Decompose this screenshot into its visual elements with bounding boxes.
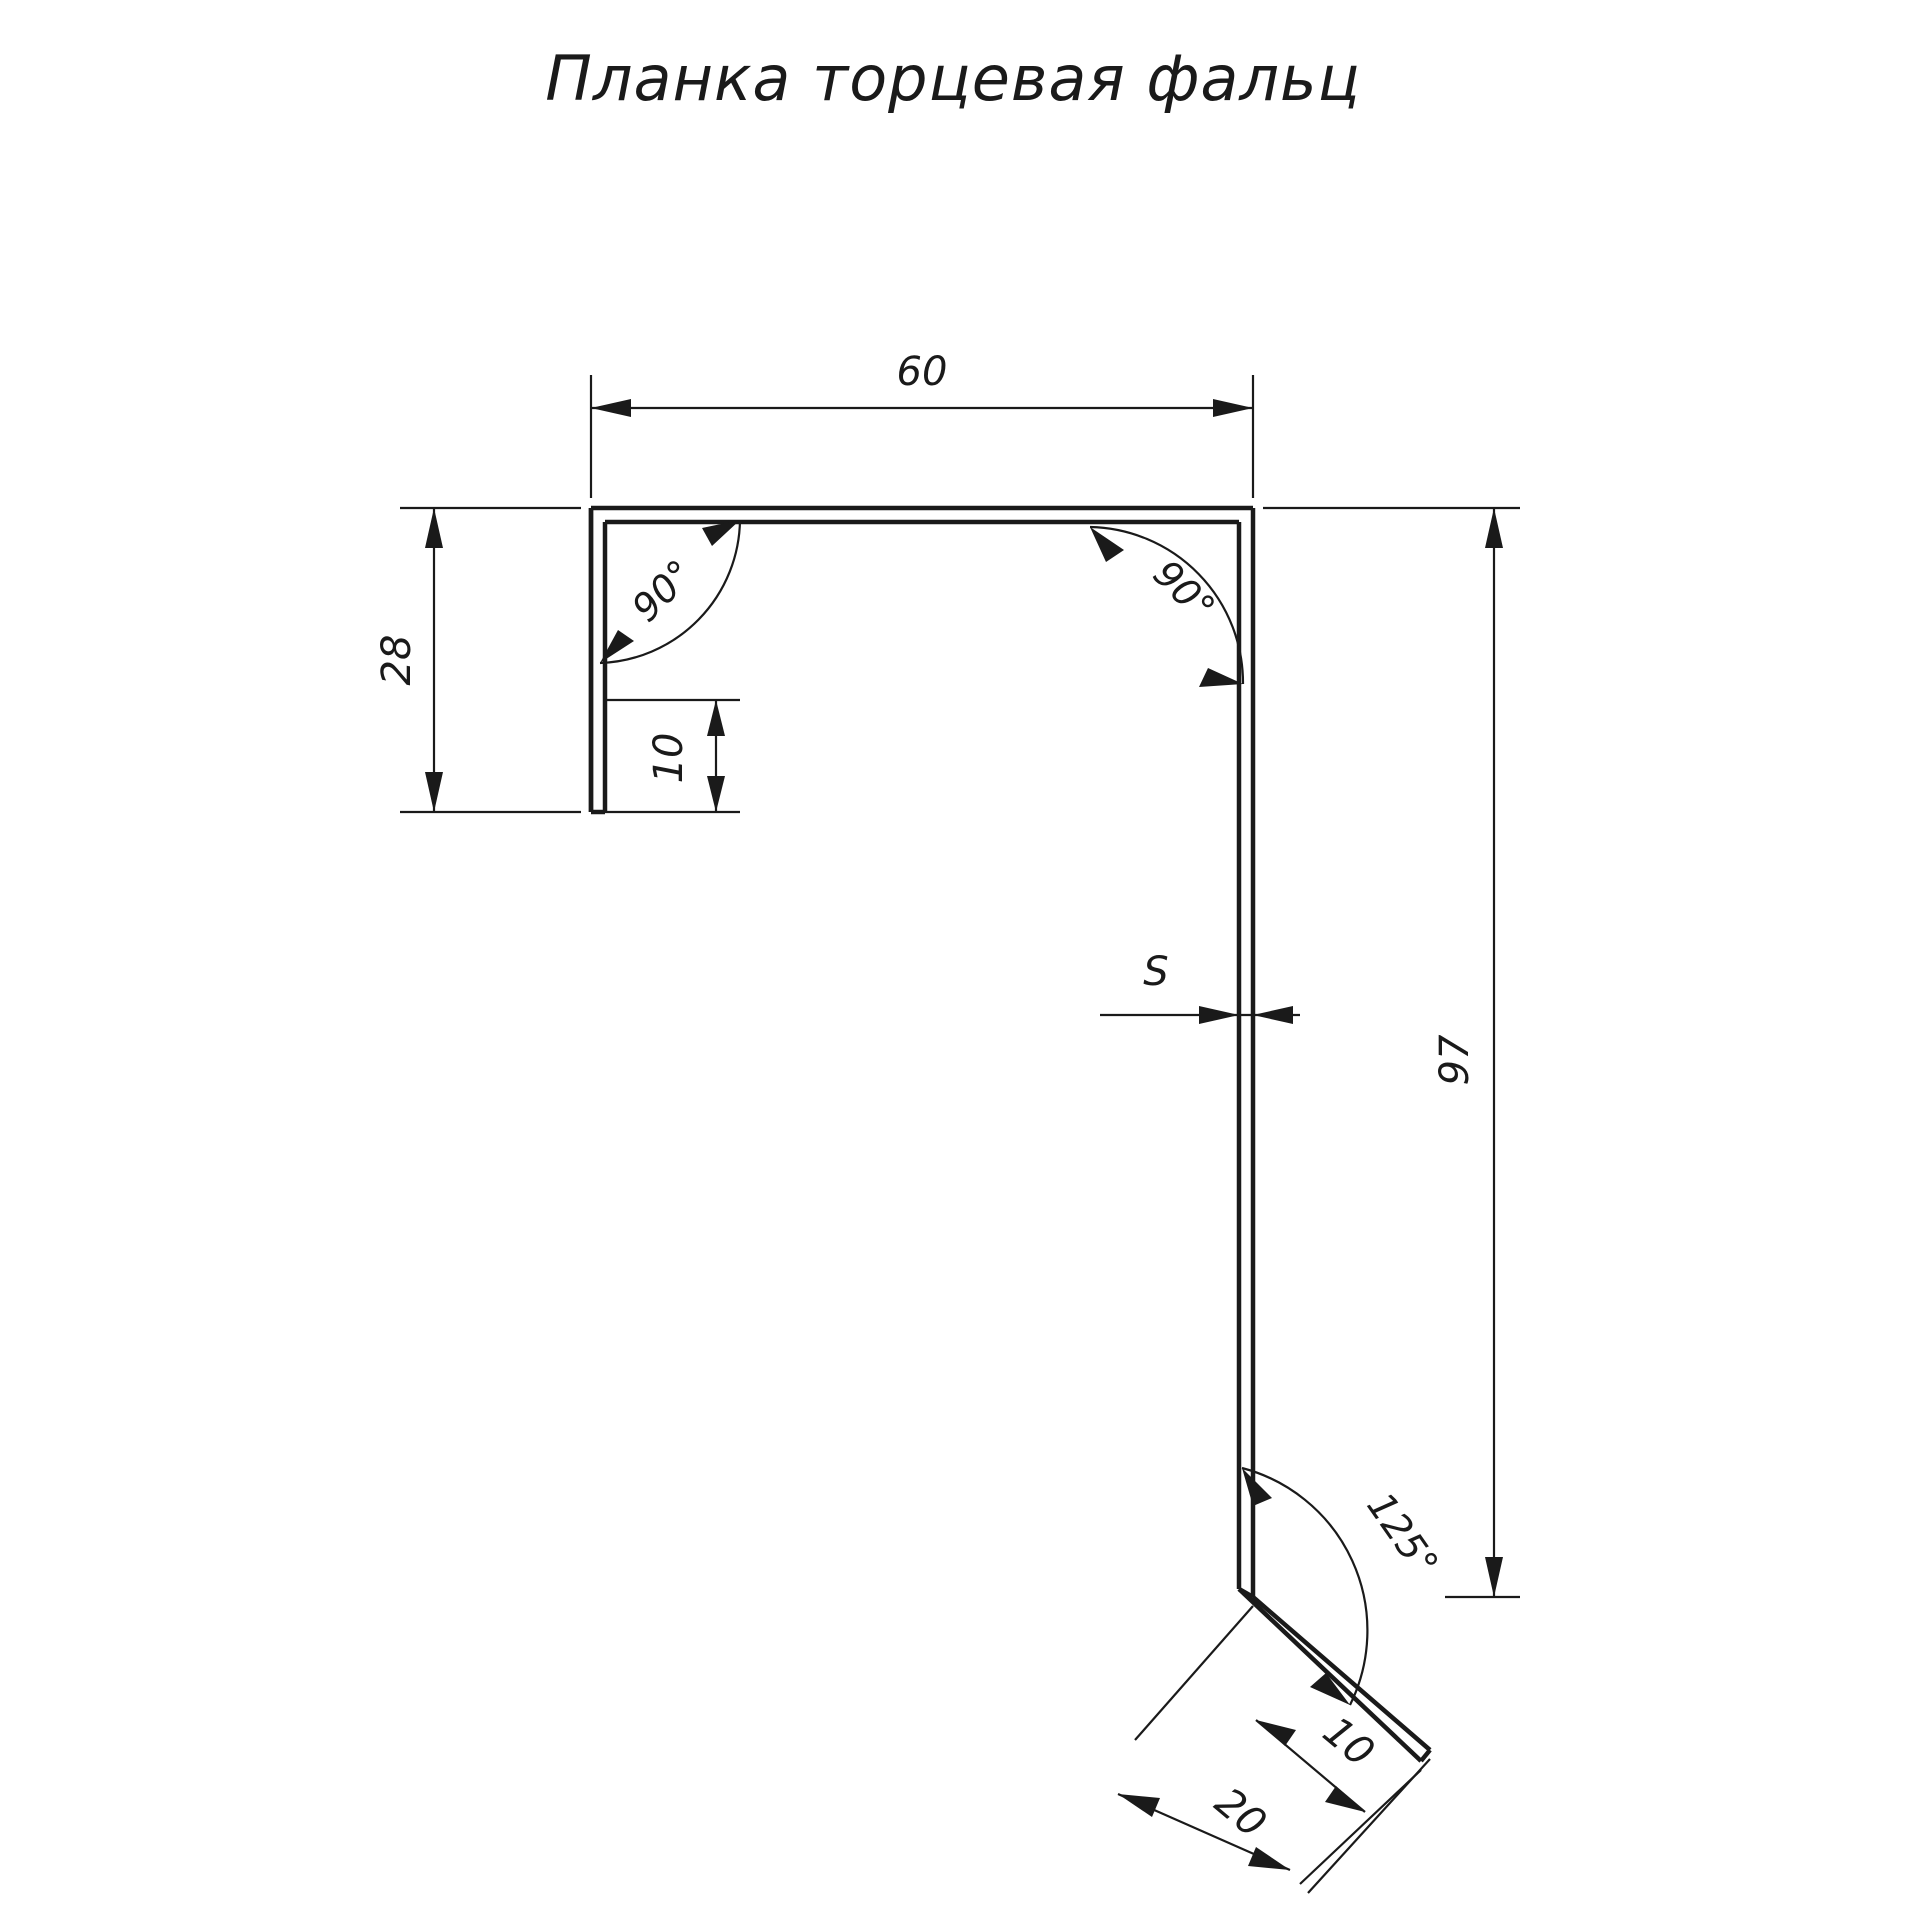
dimension-bottom-flange	[1118, 1606, 1430, 1893]
dimension-thickness	[1100, 949, 1300, 1024]
extension-lines	[400, 375, 1520, 1597]
angle-left	[600, 520, 740, 663]
dimension-height-left	[374, 508, 443, 812]
angle-label-90-left: 90°	[623, 551, 703, 631]
profile-outline	[591, 508, 1430, 1761]
dimension-label-10-bottom: 10	[1314, 1708, 1383, 1777]
angle-label-90-right: 90°	[1144, 551, 1224, 631]
angle-right	[1090, 527, 1243, 687]
dimension-label-s: S	[1143, 949, 1169, 995]
dimension-lip-left	[646, 700, 725, 812]
angle-label-125: 125°	[1358, 1484, 1447, 1585]
dimension-label-20: 20	[1206, 1779, 1275, 1848]
dimension-label-60: 60	[896, 349, 948, 395]
dimension-label-97: 97	[1432, 1034, 1478, 1086]
dimension-width-top	[591, 349, 1253, 417]
dimension-height-right	[1432, 508, 1503, 1597]
drawing-title: Планка торцевая фальц	[545, 42, 1361, 115]
dimension-label-28: 28	[374, 634, 420, 686]
angle-bottom	[1242, 1468, 1447, 1705]
dimension-label-10-left: 10	[646, 732, 692, 784]
